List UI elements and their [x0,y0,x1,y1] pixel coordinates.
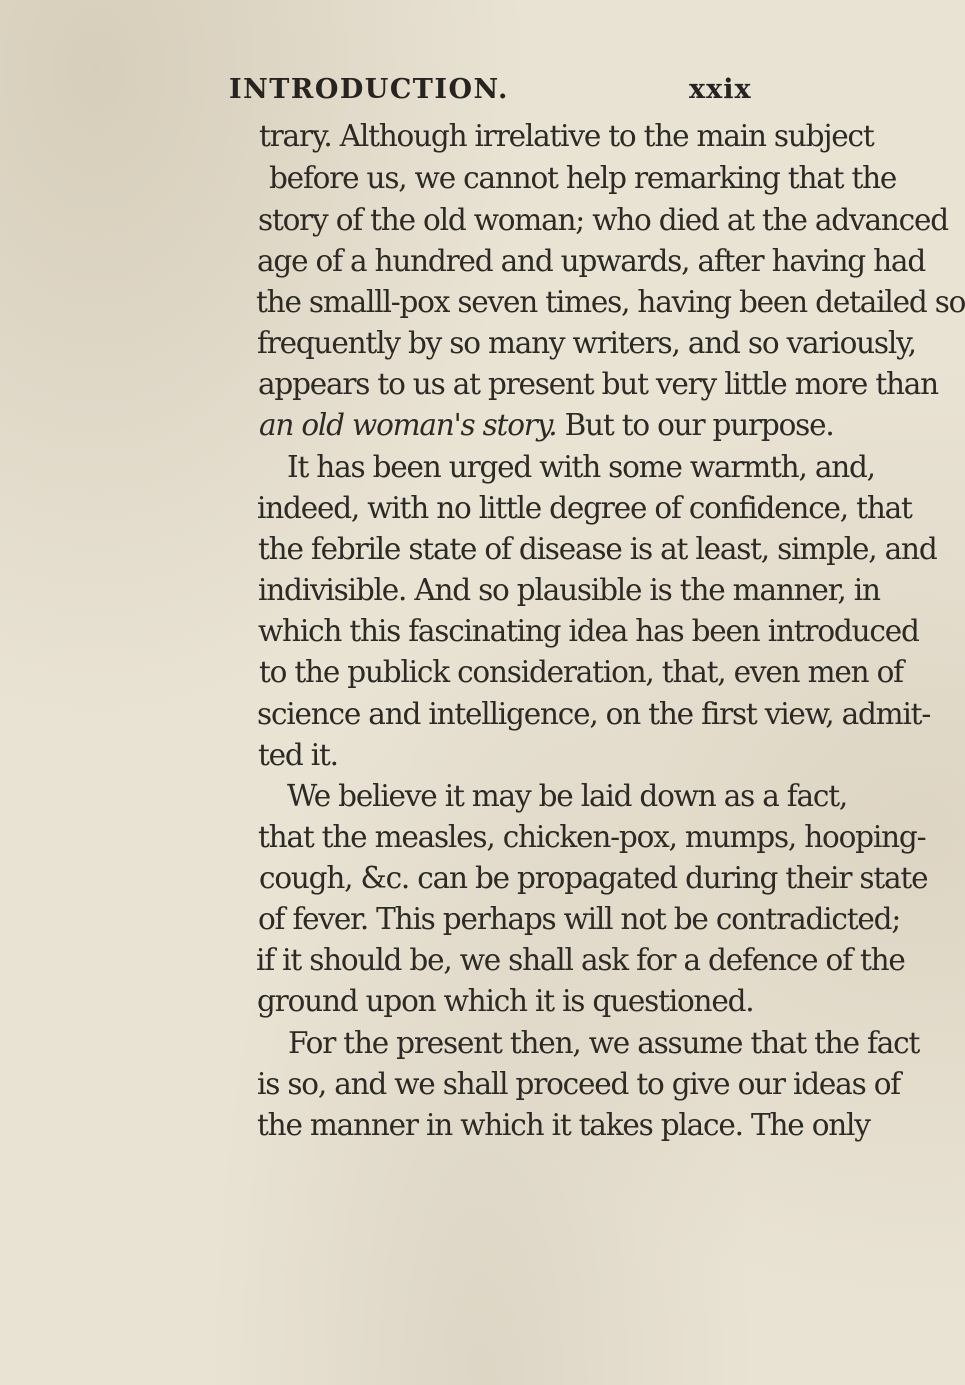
text-line [257,983,753,1019]
text-line [287,778,847,814]
text-line [258,202,948,238]
text-segment: We believe it may be laid down as a fact, [287,779,848,813]
text-line [258,901,900,937]
page-header [0,74,800,124]
text-segment: that the measles, chicken-pox, mumps, hooping- [258,820,926,854]
text-segment: indivisible. And so plausible is the manner, in [258,573,880,607]
text-segment: the smalll-pox seven times, having been detailed so [256,285,965,319]
italic-phrase: an old woman's story. [259,408,557,442]
text-line [288,1025,919,1061]
text-line [257,490,912,526]
text-segment: ted it. [258,738,338,772]
text-segment: if it should be, we shall ask for a defence of the [256,943,905,977]
text-line [269,160,896,196]
text-segment: is so, and we shall proceed to give our ideas of [257,1067,900,1101]
text-line [257,1107,870,1143]
text-line [258,613,919,649]
text-segment: to the publick consideration, that, even men of [259,655,903,689]
text-segment: cough, &c. can be propagated during their state [259,861,928,895]
text-segment: age of a hundred and upwards, after having had [257,244,925,278]
text-segment: which this fascinating idea has been introduced [258,614,919,648]
text-line [257,325,916,361]
text-line [257,696,930,732]
text-line [258,737,338,773]
page-number: xxix [689,74,752,105]
text-line [257,243,925,279]
text-segment: science and intelligence, on the first view, admit- [257,697,931,731]
text-line [257,1066,900,1102]
text-segment: appears to us at present but very little more than [258,367,938,401]
text-line [256,284,965,320]
text-line [256,942,905,978]
text-line [258,531,937,567]
text-segment: of fever. This perhaps will not be contradicted; [258,902,901,936]
text-line [258,366,938,402]
text-segment: the febrile state of disease is at least, simple, and [258,532,937,566]
text-line [259,118,874,154]
text-segment: indeed, with no little degree of confidence, that [257,491,912,525]
text-segment: the manner in which it takes place. The only [257,1108,870,1142]
text-segment: before us, we cannot help remarking that the [269,161,897,195]
text-segment: frequently by so many writers, and so variously, [257,326,916,360]
text-line [258,819,925,855]
text-line [259,860,927,896]
text-segment: story of the old woman; who died at the advanced [258,203,948,237]
running-head: INTRODUCTION. [229,74,509,105]
text-line [287,449,875,485]
text-segment: It has been urged with some warmth, and, [287,450,875,484]
text-line [259,407,834,443]
text-segment: trary. Although irrelative to the main subject [259,119,874,153]
text-line [259,654,903,690]
text-segment: But to our purpose. [556,408,834,442]
text-line [258,572,880,608]
text-segment: ground upon which it is questioned. [257,984,754,1018]
text-segment: For the present then, we assume that the fact [288,1026,920,1060]
